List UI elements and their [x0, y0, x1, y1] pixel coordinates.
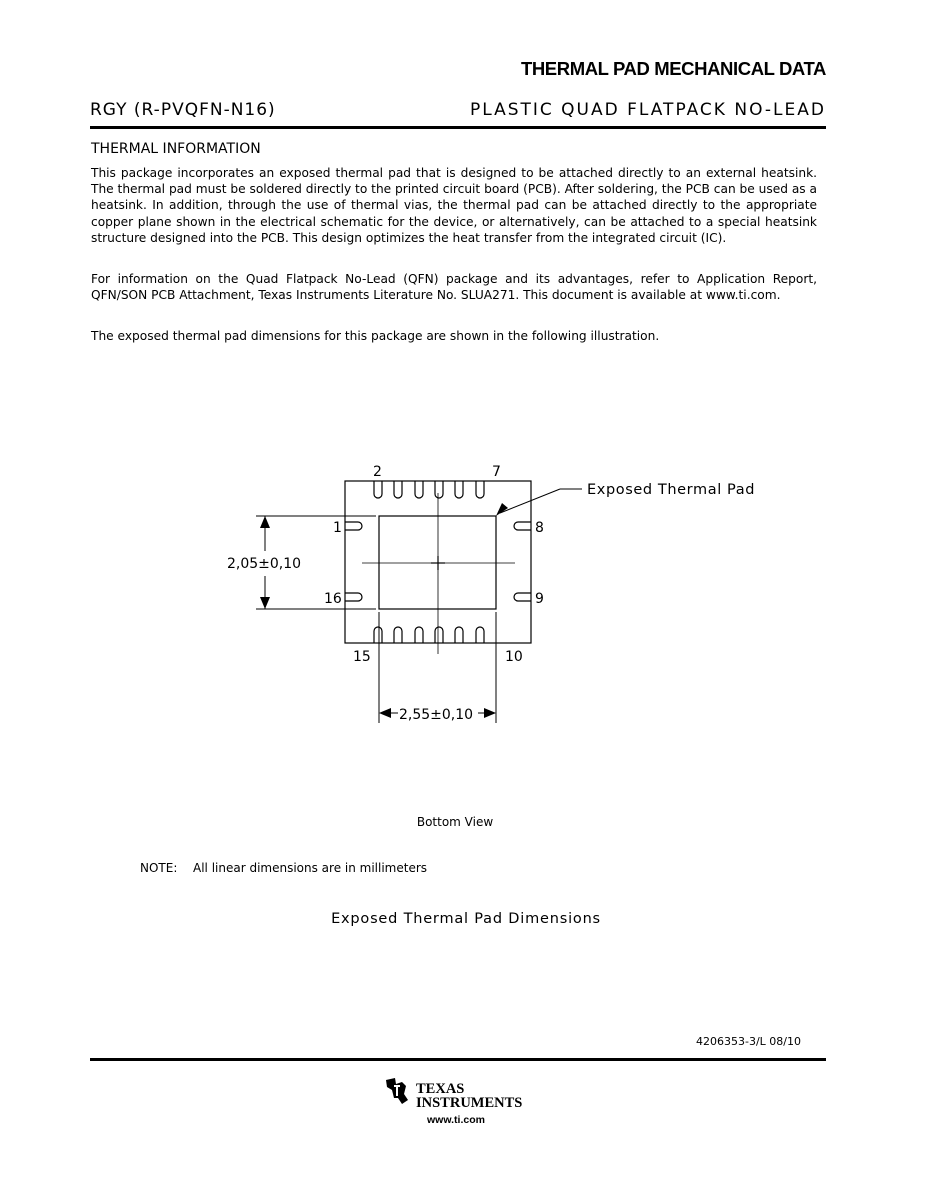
- header-rule: [90, 126, 826, 129]
- dim-arrowhead: [260, 516, 270, 528]
- pin-label-9: 9: [535, 591, 544, 607]
- document-number: 4206353-3/L 08/10: [696, 1035, 801, 1048]
- note-label: NOTE:: [140, 861, 178, 875]
- bottom-pins: [374, 627, 484, 643]
- thermal-info-paragraph: This package incorporates an exposed thermal pad that is designed to be attached directly to an external heatsink. The thermal pad must be soldered directly to the printed circuit board (PCB). After soldering, the PCB can be used as a heatsink. In addition, through the use of thermal vias, the thermal pad can be attached directly to the appropriate copper plane shown in the electrical schematic for the device, or alternatively, can be attached to a special heatsink structure designed into the PCB. This design optimizes the heat transfer from the integrated circuit (IC).: [91, 166, 817, 245]
- company-name-line2: INSTRUMENTS: [416, 1095, 523, 1111]
- pin-label-2: 2: [373, 464, 382, 480]
- pin-label-8: 8: [535, 520, 544, 536]
- bottom-view-diagram: [0, 440, 918, 723]
- document-header-title: THERMAL PAD MECHANICAL DATA: [520, 58, 826, 79]
- company-name-line1: TEXAS: [416, 1081, 465, 1097]
- left-pins: [345, 522, 362, 601]
- illustration-intro-paragraph: The exposed thermal pad dimensions for this package are shown in the following illustration.: [91, 329, 660, 343]
- figure-caption: Exposed Thermal Pad Dimensions: [331, 911, 601, 927]
- dim-vertical-label: 2,05±0,10: [227, 556, 302, 572]
- pin-label-15: 15: [353, 649, 371, 665]
- pin-label-7: 7: [492, 464, 501, 480]
- qfn-reference-paragraph: For information on the Quad Flatpack No-Lead (QFN) package and its advantages, refer to Application Report, QFN/SON PCB Attachment, Texas Instruments Literature No. SLUA271. This document is available at www.ti.com.: [91, 272, 817, 303]
- pin-label-10: 10: [505, 649, 523, 665]
- pin-label-1: 1: [333, 520, 342, 536]
- callout-arrowhead: [496, 503, 508, 516]
- section-title: THERMAL INFORMATION: [91, 141, 261, 157]
- callout-leader: [500, 489, 560, 513]
- company-url: www.ti.com: [427, 1114, 485, 1126]
- right-pins: [514, 522, 531, 601]
- dim-arrowhead: [260, 597, 270, 609]
- note-text: All linear dimensions are in millimeters: [193, 861, 428, 875]
- package-code: RGY (R-PVQFN-N16): [90, 100, 276, 120]
- bottom-view-label: Bottom View: [416, 815, 494, 829]
- ti-logo-icon: [384, 1076, 414, 1106]
- pin-label-16: 16: [324, 591, 342, 607]
- top-pins: [374, 481, 484, 498]
- dim-horizontal-label: 2,55±0,10: [399, 707, 474, 723]
- footer-rule: [90, 1058, 826, 1061]
- callout-label: Exposed Thermal Pad: [587, 482, 756, 498]
- package-type: PLASTIC QUAD FLATPACK NO-LEAD: [469, 100, 826, 120]
